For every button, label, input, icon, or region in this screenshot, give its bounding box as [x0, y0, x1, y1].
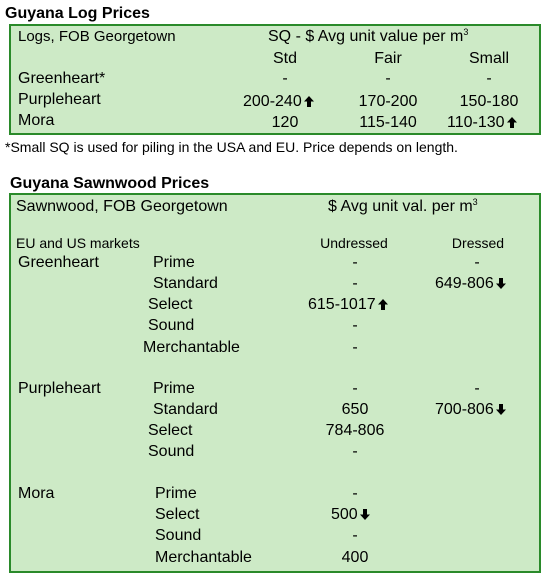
logs-header-right — [268, 27, 468, 46]
sawn-header-sup: 3 — [472, 197, 478, 207]
sawn-species-purpleheart: Purpleheart — [18, 380, 101, 397]
sawn-undressed: - — [352, 527, 358, 544]
sawn-grade: Prime — [153, 380, 195, 397]
logs-header-left: Logs, FOB Georgetown — [18, 28, 176, 45]
arrow-up-icon — [378, 299, 388, 310]
logs-cell: 115-140 — [359, 114, 417, 131]
sawn-col-dressed: Dressed — [451, 235, 505, 251]
sawn-dressed-value: 649-806 — [435, 275, 494, 292]
sawn-undressed-value: 615-1017 — [308, 296, 376, 313]
arrow-down-icon — [496, 404, 506, 415]
logs-col-small: Small — [468, 50, 509, 67]
sawn-undressed: 650 — [341, 401, 369, 418]
sawn-undressed: - — [352, 443, 358, 460]
sawn-species-greenheart: Greenheart — [18, 254, 99, 271]
sawn-dressed-value: 700-806 — [435, 401, 494, 418]
logs-cell: - — [282, 70, 288, 87]
sawn-dressed: - — [474, 380, 480, 397]
logs-cell: - — [385, 70, 391, 87]
sawn-subheader: EU and US markets — [16, 235, 140, 251]
logs-row-label: Greenheart* — [18, 70, 106, 87]
sawn-undressed — [331, 506, 370, 524]
sawn-grade: Prime — [153, 254, 195, 271]
logs-cell — [243, 93, 314, 111]
logs-cell — [447, 114, 517, 132]
log-prices-title: Guyana Log Prices — [5, 5, 150, 22]
sawn-grade: Merchantable — [155, 549, 252, 566]
sawn-grade: Sound — [148, 443, 195, 460]
arrow-up-icon — [304, 96, 314, 107]
sawn-undressed — [308, 296, 388, 314]
logs-cell: - — [486, 70, 492, 87]
logs-cell: 120 — [271, 114, 299, 131]
sawnwood-prices-title: Guyana Sawnwood Prices — [10, 175, 210, 192]
logs-footnote: *Small SQ is used for piling in the USA and EU. Price depends on length. — [5, 139, 458, 155]
sawn-dressed: - — [474, 254, 480, 271]
sawn-undressed: - — [352, 317, 358, 334]
sawn-dressed — [435, 401, 506, 419]
sawn-header-left: Sawnwood, FOB Georgetown — [16, 198, 228, 215]
arrow-down-icon — [360, 509, 370, 520]
sawn-undressed: - — [352, 254, 358, 271]
logs-col-fair: Fair — [374, 50, 402, 67]
sawn-undressed-value: 500 — [331, 506, 358, 523]
logs-col-std: Std — [272, 50, 297, 67]
logs-cell: 170-200 — [358, 93, 418, 110]
sawn-col-undressed: Undressed — [320, 235, 388, 251]
logs-cell-value: 110-130 — [447, 114, 505, 131]
sawn-undressed: 784-806 — [325, 422, 385, 439]
sawn-grade: Prime — [155, 485, 197, 502]
sawn-grade: Standard — [153, 275, 218, 292]
sawn-species-mora: Mora — [18, 485, 55, 502]
logs-cell-value: 200-240 — [243, 93, 302, 110]
sawn-grade: Sound — [148, 317, 195, 334]
sawn-grade: Select — [155, 506, 200, 523]
logs-row-label: Purpleheart — [18, 91, 101, 108]
sawn-dressed — [435, 275, 506, 293]
sawn-undressed: - — [352, 275, 358, 292]
sawn-undressed: 400 — [341, 549, 369, 566]
sawn-header-right-text: $ Avg unit val. per m — [328, 198, 473, 215]
logs-row-label: Mora — [18, 112, 55, 129]
sawn-undressed: - — [352, 380, 358, 397]
sawn-grade: Select — [148, 422, 193, 439]
sawn-undressed: - — [352, 339, 358, 356]
logs-cell: 150-180 — [459, 93, 519, 110]
logs-header-sup: 3 — [463, 27, 469, 37]
sawn-grade: Select — [148, 296, 193, 313]
sawn-header-right — [328, 197, 478, 216]
arrow-up-icon — [507, 117, 517, 128]
sawn-grade: Merchantable — [143, 339, 240, 356]
sawn-undressed: - — [352, 485, 358, 502]
logs-header-right-text: SQ - $ Avg unit value per m — [268, 28, 464, 45]
sawn-grade: Standard — [153, 401, 218, 418]
arrow-down-icon — [496, 278, 506, 289]
sawn-grade: Sound — [155, 527, 202, 544]
